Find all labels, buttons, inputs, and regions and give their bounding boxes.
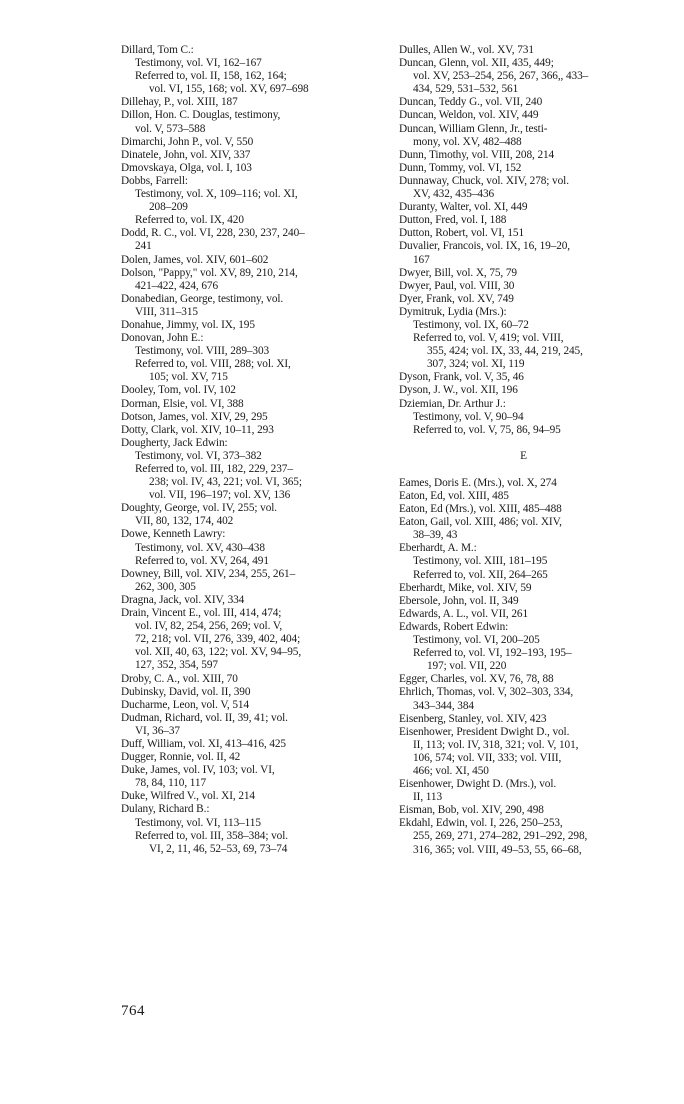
- index-entry: Dugger, Ronnie, vol. II, 42: [121, 751, 241, 764]
- index-entry: Duncan, Weldon, vol. XIV, 449: [399, 109, 539, 122]
- index-column-left: [121, 44, 369, 856]
- index-entry: Eaton, Ed, vol. XIII, 485: [399, 490, 509, 502]
- index-entry-continuation: vol. IV, 82, 254, 256, 269; vol. V,: [135, 620, 283, 633]
- index-entry: Dutton, Fred, vol. I, 188: [399, 214, 507, 227]
- index-entry-continuation: Referred to, vol. II, 158, 162, 164;: [135, 70, 287, 83]
- index-entry: Dyer, Frank, vol. XV, 749: [399, 292, 514, 305]
- index-entry-continuation: 197; vol. VII, 220: [427, 660, 507, 673]
- index-entry: Dmovskaya, Olga, vol. I, 103: [121, 161, 252, 174]
- index-entry-continuation: Testimony, vol. IX, 60–72: [413, 318, 529, 331]
- index-entry: Donovan, John E.:: [121, 332, 204, 345]
- index-entry-continuation: VI, 2, 11, 46, 52–53, 69, 73–74: [149, 842, 288, 855]
- index-entry: Dulles, Allen W., vol. XV, 731: [399, 44, 534, 56]
- index-entry: Dorman, Elsie, vol. VI, 388: [121, 397, 244, 410]
- index-entry-continuation: 106, 574; vol. VII, 333; vol. VIII,: [413, 751, 562, 764]
- index-entry-continuation: 434, 529, 531–532, 561: [413, 83, 519, 96]
- index-entry: Dinatele, John, vol. XIV, 337: [121, 148, 251, 161]
- index-entry-continuation: VII, 80, 132, 174, 402: [135, 515, 234, 528]
- index-entry: Ducharme, Leon, vol. V, 514: [121, 698, 250, 711]
- index-entry-continuation: 343–344, 384: [413, 699, 474, 712]
- index-entry: Dolson, "Pappy," vol. XV, 89, 210, 214,: [121, 266, 298, 279]
- index-entry-continuation: Testimony, vol. VI, 200–205: [413, 634, 540, 647]
- index-entry-continuation: 38–39, 43: [413, 529, 458, 542]
- index-entry-continuation: 466; vol. XI, 450: [413, 764, 489, 777]
- index-entry: Ebersole, John, vol. II, 349: [399, 594, 519, 607]
- index-entry: Dudman, Richard, vol. II, 39, 41; vol.: [121, 711, 288, 724]
- index-entry: Drain, Vincent E., vol. III, 414, 474;: [121, 607, 282, 620]
- index-entry-continuation: II, 113; vol. IV, 318, 321; vol. V, 101,: [413, 738, 579, 751]
- index-entry-continuation: vol. XV, 253–254, 256, 267, 366,, 433–: [413, 70, 589, 83]
- index-entry-continuation: Referred to, vol. XII, 264–265: [413, 568, 548, 581]
- index-entry: Duncan, Glenn, vol. XII, 435, 449;: [399, 57, 554, 70]
- index-entry: Dragna, Jack, vol. XIV, 334: [121, 593, 245, 606]
- index-entry: Eaton, Gail, vol. XIII, 486; vol. XIV,: [399, 516, 562, 529]
- index-entry: Dziemian, Dr. Arthur J.:: [399, 397, 506, 410]
- index-entry: Donahue, Jimmy, vol. IX, 195: [121, 318, 255, 331]
- index-entry-continuation: Referred to, vol. V, 75, 86, 94–95: [413, 423, 561, 436]
- index-entry: Eberhardt, A. M.:: [399, 542, 477, 555]
- index-entry: Dowe, Kenneth Lawry:: [121, 528, 226, 541]
- index-entry-continuation: 105; vol. XV, 715: [149, 371, 228, 384]
- index-entry: Duff, William, vol. XI, 413–416, 425: [121, 737, 286, 750]
- index-entry-continuation: 307, 324; vol. XI, 119: [427, 358, 525, 371]
- index-entry-continuation: 78, 84, 110, 117: [135, 777, 206, 790]
- index-entry: Doughty, George, vol. IV, 255; vol.: [121, 502, 278, 515]
- index-entry: Eisenhower, Dwight D. (Mrs.), vol.: [399, 778, 557, 791]
- index-entry-continuation: 72, 218; vol. VII, 276, 339, 402, 404;: [135, 633, 301, 646]
- index-entry: Dymitruk, Lydia (Mrs.):: [399, 305, 507, 318]
- index-entry: Dillon, Hon. C. Douglas, testimony,: [121, 109, 281, 122]
- index-entry-continuation: 255, 269, 271, 274–282, 291–292, 298,: [413, 830, 588, 843]
- index-entry: Dwyer, Paul, vol. VIII, 30: [399, 279, 515, 292]
- index-entry: Edwards, A. L., vol. VII, 261: [399, 607, 528, 620]
- index-entry-continuation: 238; vol. IV, 43, 221; vol. VI, 365;: [149, 476, 302, 489]
- index-entry-continuation: Referred to, vol. III, 358–384; vol.: [135, 829, 288, 842]
- index-column-right: [399, 44, 648, 857]
- index-entry: Dougherty, Jack Edwin:: [121, 436, 228, 449]
- index-entry-continuation: Testimony, vol. XIII, 181–195: [413, 555, 548, 568]
- index-entry-continuation: vol. XII, 40, 63, 122; vol. XV, 94–95,: [135, 646, 302, 659]
- index-entry: Duncan, William Glenn, Jr., testi-: [399, 122, 548, 135]
- index-entry: Downey, Bill, vol. XIV, 234, 255, 261–: [121, 567, 296, 580]
- index-entry: Dotson, James, vol. XIV, 29, 295: [121, 410, 268, 423]
- index-entry: Eberhardt, Mike, vol. XIV, 59: [399, 581, 532, 594]
- index-entry: Duncan, Teddy G., vol. VII, 240: [399, 96, 543, 109]
- index-entry: Dwyer, Bill, vol. X, 75, 79: [399, 266, 517, 279]
- index-entry-continuation: 127, 352, 354, 597: [135, 659, 218, 672]
- index-entry-continuation: vol. VII, 196–197; vol. XV, 136: [149, 489, 291, 502]
- index-entry-continuation: vol. VI, 155, 168; vol. XV, 697–698: [149, 83, 309, 96]
- index-entry-continuation: XV, 432, 435–436: [413, 188, 495, 201]
- index-entry-continuation: 421–422, 424, 676: [135, 279, 219, 292]
- index-entry: Dotty, Clark, vol. XIV, 10–11, 293: [121, 423, 274, 436]
- index-entry-continuation: 241: [135, 240, 152, 253]
- index-entry-continuation: 355, 424; vol. IX, 33, 44, 219, 245,: [427, 345, 583, 358]
- index-entry-continuation: Testimony, vol. VI, 162–167: [135, 57, 262, 70]
- index-entry: Edwards, Robert Edwin:: [399, 620, 509, 633]
- index-entry: Dobbs, Farrell:: [121, 174, 188, 187]
- index-entry-continuation: Referred to, vol. IX, 420: [135, 214, 244, 227]
- index-entry-continuation: 262, 300, 305: [135, 580, 196, 593]
- index-entry-continuation: Testimony, vol. VI, 373–382: [135, 449, 262, 462]
- index-entry: Duke, James, vol. IV, 103; vol. VI,: [121, 764, 275, 777]
- index-entry-continuation: Testimony, vol. X, 109–116; vol. XI,: [135, 188, 298, 201]
- index-entry: Dolen, James, vol. XIV, 601–602: [121, 253, 269, 266]
- index-entry-continuation: 208–209: [149, 201, 188, 214]
- index-entry: Dodd, R. C., vol. VI, 228, 230, 237, 240–: [121, 227, 305, 240]
- index-entry-continuation: VIII, 311–315: [135, 305, 198, 318]
- index-entry-continuation: II, 113: [413, 791, 442, 804]
- index-entry-continuation: Referred to, vol. XV, 264, 491: [135, 554, 269, 567]
- section-letter: E: [520, 449, 527, 462]
- index-entry: Eames, Doris E. (Mrs.), vol. X, 274: [399, 476, 557, 489]
- index-entry: Eaton, Ed (Mrs.), vol. XIII, 485–488: [399, 503, 562, 516]
- index-entry-continuation: Referred to, vol. VIII, 288; vol. XI,: [135, 358, 291, 371]
- index-entry: Dyson, J. W., vol. XII, 196: [399, 384, 518, 397]
- index-entry: Duranty, Walter, vol. XI, 449: [399, 201, 528, 214]
- index-entry: Dillard, Tom C.:: [121, 44, 194, 56]
- page-number: 764: [121, 1003, 145, 1019]
- index-entry-continuation: Referred to, vol. III, 182, 229, 237–: [135, 463, 293, 475]
- index-entry-continuation: mony, vol. XV, 482–488: [413, 135, 522, 148]
- index-entry: Eisenberg, Stanley, vol. XIV, 423: [399, 712, 547, 725]
- index-entry: Donabedian, George, testimony, vol.: [121, 292, 284, 305]
- index-entry: Ekdahl, Edwin, vol. I, 226, 250–253,: [399, 817, 563, 830]
- index-entry-continuation: vol. V, 573–588: [135, 122, 206, 135]
- index-entry: Dooley, Tom, vol. IV, 102: [121, 384, 236, 397]
- index-entry: Dimarchi, John P., vol. V, 550: [121, 135, 254, 148]
- section-letter-heading: [399, 450, 648, 463]
- index-entry-continuation: Testimony, vol. XV, 430–438: [135, 541, 265, 554]
- index-entry-continuation: Testimony, vol. VI, 113–115: [135, 816, 261, 829]
- index-entry: Dulany, Richard B.:: [121, 803, 210, 816]
- index-entry-continuation: 167: [413, 253, 430, 266]
- index-entry: Dunn, Timothy, vol. VIII, 208, 214: [399, 148, 555, 161]
- index-entry-continuation: Referred to, vol. V, 419; vol. VIII,: [413, 332, 564, 345]
- index-entry-continuation: VI, 36–37: [135, 724, 180, 737]
- index-entry-continuation: Testimony, vol. V, 90–94: [413, 410, 524, 423]
- index-entry: Eisman, Bob, vol. XIV, 290, 498: [399, 804, 544, 817]
- index-entry-continuation: 316, 365; vol. VIII, 49–53, 55, 66–68,: [413, 843, 582, 856]
- index-entry: Ehrlich, Thomas, vol. V, 302–303, 334,: [399, 686, 574, 699]
- index-entry: Egger, Charles, vol. XV, 76, 78, 88: [399, 673, 554, 686]
- index-entry: Dutton, Robert, vol. VI, 151: [399, 227, 525, 240]
- index-entry: Dillehay, P., vol. XIII, 187: [121, 96, 238, 109]
- index-entry: Dunnaway, Chuck, vol. XIV, 278; vol.: [399, 174, 569, 187]
- index-entry: Duvalier, Francois, vol. IX, 16, 19–20,: [399, 240, 571, 253]
- index-entry-continuation: Referred to, vol. VI, 192–193, 195–: [413, 647, 572, 660]
- index-entry: Dunn, Tommy, vol. VI, 152: [399, 161, 522, 174]
- index-entry: Dyson, Frank, vol. V, 35, 46: [399, 371, 524, 384]
- index-entry: Droby, C. A., vol. XIII, 70: [121, 672, 238, 685]
- index-entry-continuation: Testimony, vol. VIII, 289–303: [135, 345, 270, 358]
- index-entry: Duke, Wilfred V., vol. XI, 214: [121, 790, 255, 803]
- index-entry: Dubinsky, David, vol. II, 390: [121, 685, 251, 698]
- index-entry: Eisenhower, President Dwight D., vol.: [399, 725, 570, 738]
